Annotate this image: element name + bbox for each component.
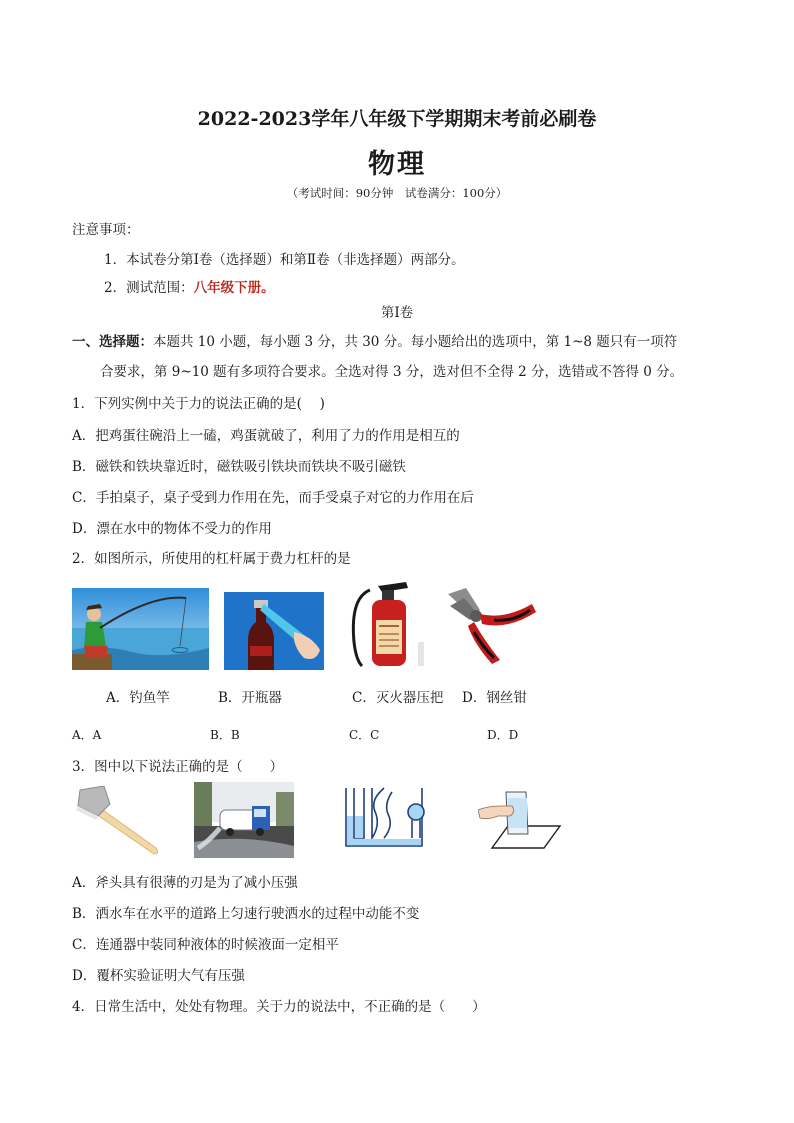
section-instructions-line-1 bbox=[72, 330, 677, 350]
notice-item-2 bbox=[104, 276, 275, 296]
q1-option-c: C．手拍桌子，桌子受到力作用在先，而手受桌子对它的力作用在后 bbox=[72, 490, 474, 506]
q2-caption-a: A．钓鱼竿 bbox=[106, 690, 170, 706]
q2-caption-c: C．灭火器压把 bbox=[352, 690, 444, 706]
sprinkler-truck-image bbox=[194, 782, 294, 858]
q3-option-c: C．连通器中装同种液体的时候液面一定相平 bbox=[72, 937, 339, 953]
axe-image bbox=[74, 786, 162, 856]
q3-option-b: B．洒水车在水平的道路上匀速行驶洒水的过程中动能不变 bbox=[72, 906, 420, 922]
fishing-rod-image bbox=[72, 588, 209, 670]
q2-stem: 2．如图所示，所使用的杠杆属于费力杠杆的是 bbox=[72, 551, 351, 567]
notice-item-1: 1．本试卷分第Ⅰ卷（选择题）和第Ⅱ卷（非选择题）两部分。 bbox=[104, 252, 465, 268]
notice-heading: 注意事项： bbox=[72, 222, 140, 238]
q2-option-b: B．B bbox=[210, 728, 240, 742]
q1-option-a: A．把鸡蛋往碗沿上一磕，鸡蛋就破了，利用了力的作用是相互的 bbox=[72, 428, 460, 444]
q2-caption-d: D．钢丝钳 bbox=[462, 690, 527, 706]
q2-option-a: A．A bbox=[72, 728, 102, 742]
inverted-cup-image bbox=[478, 786, 562, 856]
q1-option-d: D．漂在水中的物体不受力的作用 bbox=[72, 521, 272, 537]
fire-extinguisher-image bbox=[348, 582, 426, 670]
q2-option-c: C．C bbox=[349, 728, 380, 742]
test-scope: 八年级下册。 bbox=[193, 280, 275, 296]
pliers-image bbox=[444, 584, 538, 664]
exam-title: 2022-2023学年八年级下学期期末考前必刷卷 bbox=[197, 108, 597, 130]
q1-stem: 1．下列实例中关于力的说法正确的是( ) bbox=[72, 396, 325, 412]
section-label: 一、选择题： bbox=[72, 334, 153, 350]
connected-vessels-image bbox=[340, 786, 432, 854]
q1-option-b: B．磁铁和铁块靠近时，磁铁吸引铁块而铁块不吸引磁铁 bbox=[72, 459, 406, 475]
subject-title: 物理 bbox=[368, 149, 426, 180]
section-instructions-line-2: 合要求，第 9~10 题有多项符合要求。全选对得 3 分，选对但不全得 2 分，选错或不答得 0 分。 bbox=[100, 364, 684, 380]
bottle-opener-image bbox=[224, 592, 324, 670]
q3-option-a: A．斧头具有很薄的刃是为了减小压强 bbox=[72, 875, 298, 891]
section-text: 本题共 10 小题，每小题 3 分，共 30 分。每小题给出的选项中，第 1~8 题只有一项符 bbox=[153, 334, 678, 350]
q4-stem: 4．日常生活中，处处有物理。关于力的说法中，不正确的是（ ） bbox=[72, 999, 486, 1015]
q3-stem: 3．图中以下说法正确的是（ ） bbox=[72, 759, 284, 775]
q3-option-d: D．覆杯实验证明大气有压强 bbox=[72, 968, 245, 984]
exam-info: （考试时间：90分钟 试卷满分：100分） bbox=[286, 186, 508, 200]
notice-item-2-prefix: 2．测试范围： bbox=[104, 280, 194, 296]
volume-label: 第Ⅰ卷 bbox=[380, 305, 414, 321]
q2-caption-b: B．开瓶器 bbox=[218, 690, 282, 706]
q2-option-d: D．D bbox=[487, 728, 519, 742]
